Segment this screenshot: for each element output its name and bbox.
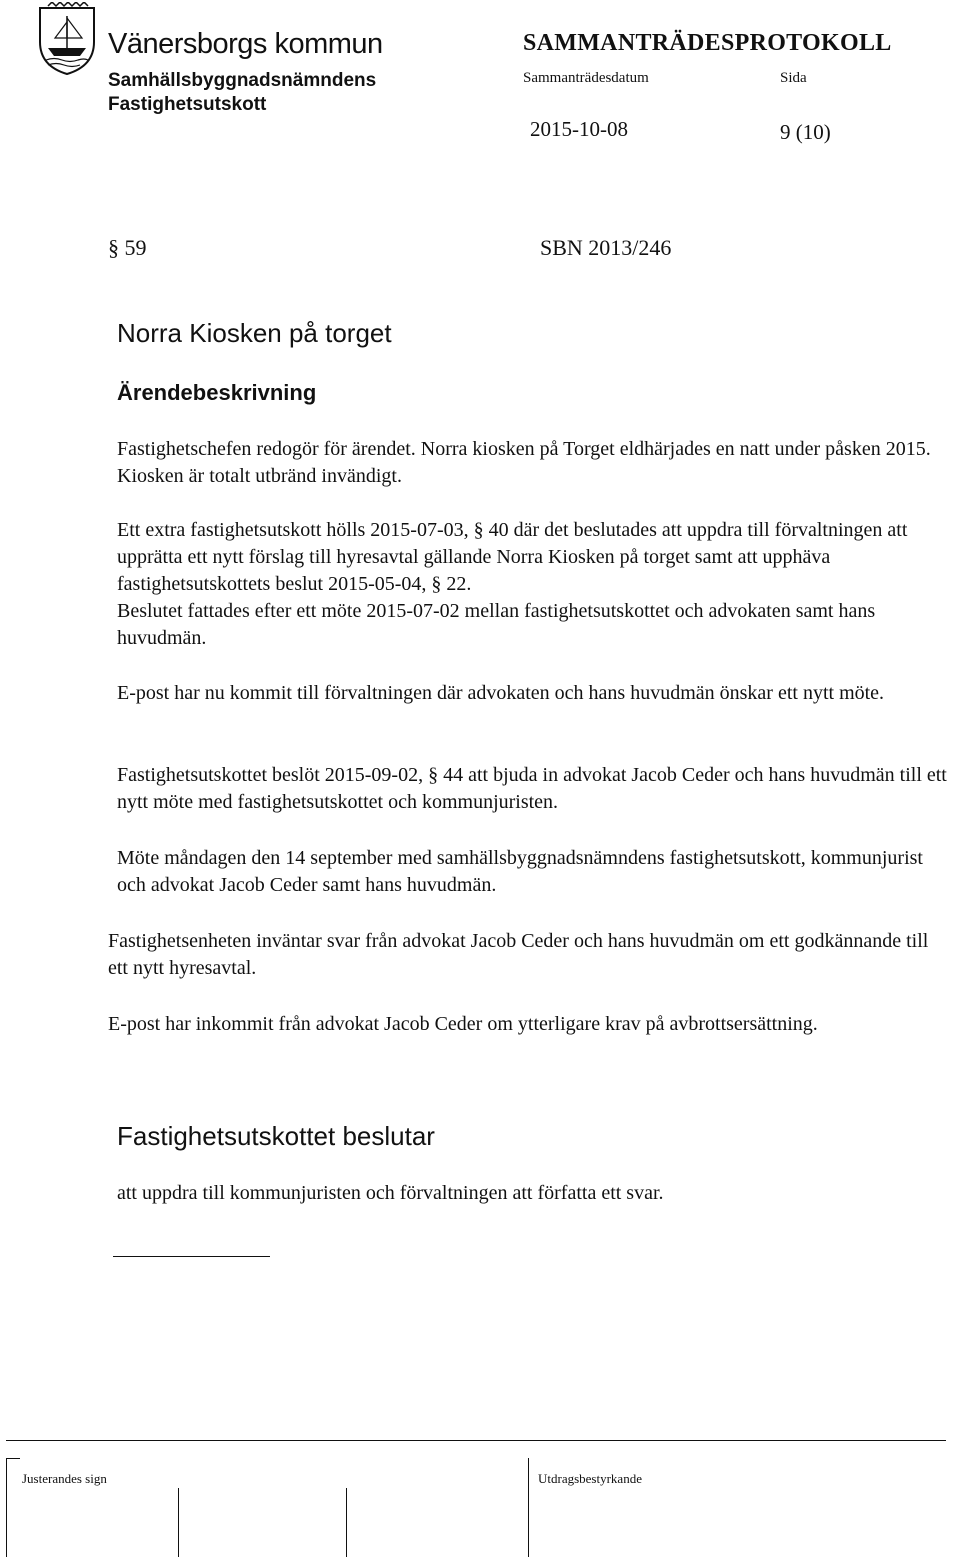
case-number: SBN 2013/246 (540, 235, 672, 260)
decision-heading: Fastighetsutskottet beslutar (117, 1121, 435, 1151)
description-paragraph: Fastighetschefen redogör för ärendet. Norra kiosken på Torget eldhärjades en natt under påsken 2015. Kiosken är totalt utbränd invändigt. (117, 438, 931, 487)
footer-tick (6, 1458, 20, 1459)
description-paragraph: E-post har nu kommit till förvaltningen där advokaten och hans huvudmän önskar ett nytt möte. (117, 682, 885, 704)
description-paragraph: Möte måndagen den 14 september med samhällsbyggnadsnämndens fastighetsutskott, kommunjurist och advokat Jacob Ceder samt hans huvudmän. (117, 847, 923, 896)
meeting-date: 2015-10-08 (530, 117, 628, 141)
signature-box-divider (178, 1488, 179, 1557)
coat-of-arms-logo (36, 2, 98, 76)
committee-name: Samhällsbyggnadsnämndens (108, 70, 377, 91)
page-number: 9 (10) (780, 120, 831, 144)
signature-label: Justerandes sign (22, 1471, 107, 1486)
description-heading: Ärendebeskrivning (117, 380, 317, 405)
footer-divider (6, 1458, 7, 1557)
description-paragraph: Beslutet fattades efter ett möte 2015-07-02 mellan fastighetsutskottet och advokaten samt hans huvudmän. (117, 600, 876, 649)
footer-rule (6, 1440, 946, 1441)
signature-box-divider (346, 1488, 347, 1557)
organization-name: Vänersborgs kommun (108, 28, 383, 60)
decision-text: att uppdra till kommunjuristen och förvaltningen att författa ett svar. (117, 1182, 664, 1204)
case-title: Norra Kiosken på torget (117, 318, 392, 348)
description-paragraph: E-post har inkommit från advokat Jacob Ceder om ytterligare krav på avbrottsersättning. (108, 1013, 818, 1035)
description-paragraph: Fastighetsutskottet beslöt 2015-09-02, § 44 att bjuda in advokat Jacob Ceder och hans huvudmän till ett nytt möte med fastighetsutskottet och kommunjuristen. (117, 764, 947, 813)
page-label: Sida (780, 70, 807, 86)
committee-subname: Fastighetsutskott (108, 94, 267, 115)
document-type: SAMMANTRÄDESPROTOKOLL (523, 30, 892, 56)
description-paragraph: Fastighetsenheten inväntar svar från advokat Jacob Ceder och hans huvudmän om ett godkännande till ett nytt hyresavtal. (108, 930, 929, 979)
footer-divider (528, 1458, 529, 1557)
description-paragraph: Ett extra fastighetsutskott hölls 2015-07-03, § 40 där det beslutades att uppdra till förvaltningen att upprätta ett nytt förslag till hyresavtal gällande Norra Kiosken på torget samt att upphäva fastighetsutskottets beslut 2015-05-04, § 22. (117, 519, 908, 595)
extract-certification-label: Utdragsbestyrkande (538, 1471, 642, 1486)
section-reference: § 59 (108, 235, 147, 260)
meeting-date-label: Sammanträdesdatum (523, 70, 649, 86)
closing-rule (113, 1256, 270, 1257)
